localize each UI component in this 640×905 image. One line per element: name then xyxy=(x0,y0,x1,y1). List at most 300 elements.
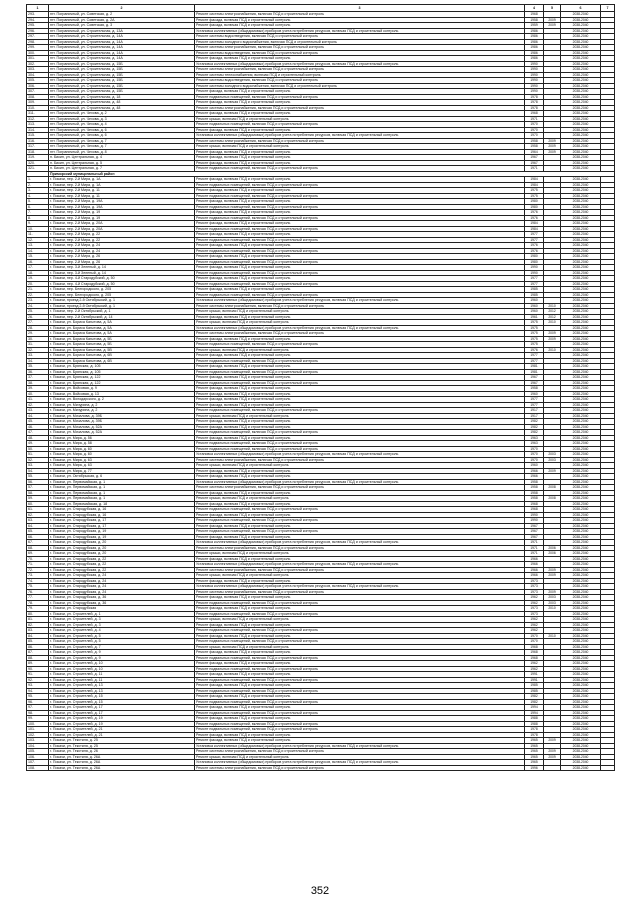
build-year-cell: 1960 xyxy=(525,303,544,309)
row-number: 74. xyxy=(27,578,49,584)
address-cell: пгт. Пограничный, ул. Строительная, д. 14А xyxy=(49,50,195,56)
work-type-cell: Ремонт фасада, включая ПСД и строительный контроль xyxy=(195,353,525,359)
build-year-cell: 1975 xyxy=(525,320,544,326)
period-cell: 2038-2040 xyxy=(561,710,601,716)
build-year-cell: 1958 xyxy=(525,138,544,144)
program-table xyxy=(26,4,615,771)
build-year-cell: 1978 xyxy=(525,100,544,106)
row-number: 91. xyxy=(27,672,49,678)
build-year-cell: 1967 xyxy=(525,529,544,535)
build-year-cell: 1962 xyxy=(525,628,544,634)
build-year-cell: 1988 xyxy=(525,716,544,722)
build-year-cell: 1988 xyxy=(525,721,544,727)
period-cell: 2038-2040 xyxy=(561,122,601,128)
last-repair-cell: 2010 xyxy=(544,320,561,326)
work-type-cell: Ремонт фасада, включая ПСД и строительный контроль xyxy=(195,468,525,474)
row-number: 88. xyxy=(27,655,49,661)
build-year-cell: 1982 xyxy=(525,699,544,705)
build-year-cell: 1977 xyxy=(525,353,544,359)
row-number: 22. xyxy=(27,292,49,298)
row-number: 78. xyxy=(27,600,49,606)
work-type-cell: Ремонт системы водоотведения, включая ПСД и строительный контроль xyxy=(195,50,525,56)
work-type-cell: Ремонт подвальных помещений, включая ПСД и строительный контроль xyxy=(195,215,525,221)
work-type-cell: Установка коллективных (общедомовых) приборов учета потребления ресурсов, включая ПСД и строительный контроль xyxy=(195,479,525,485)
work-type-cell: Установка коллективных (общедомовых) приборов учета потребления ресурсов, включая ПСД и строительный контроль xyxy=(195,298,525,304)
build-year-cell: 1977 xyxy=(525,237,544,243)
row-number: 35. xyxy=(27,364,49,370)
row-number: 4. xyxy=(27,193,49,199)
work-type-cell: Ремонт подвальных помещений, включая ПСД и строительный контроль xyxy=(195,529,525,535)
work-type-cell: Установка коллективных (общедомовых) приборов учета потребления ресурсов, включая ПСД и строительный контроль xyxy=(195,743,525,749)
period-cell: 2038-2040 xyxy=(561,342,601,348)
address-cell: г. Покачи, ул. Первомайская, д. 1 xyxy=(49,479,195,485)
build-year-cell: 1958 xyxy=(525,144,544,150)
build-year-cell: 1986 xyxy=(525,50,544,56)
period-cell: 2038-2040 xyxy=(561,666,601,672)
address-cell: пгт. Пограничный, ул. Строительная, д. 15Б xyxy=(49,67,195,73)
build-year-cell: 1968 xyxy=(525,12,544,18)
work-type-cell: Ремонт системы электроснабжения, включая ПСД и строительный контроль xyxy=(195,749,525,755)
work-type-cell: Ремонт системы электроснабжения, включая ПСД и строительный контроль xyxy=(195,45,525,51)
work-type-cell: Ремонт фасада, включая ПСД и строительный контроль xyxy=(195,364,525,370)
period-cell: 2038-2040 xyxy=(561,556,601,562)
row-number: 300. xyxy=(27,50,49,56)
build-year-cell: 1962 xyxy=(525,600,544,606)
row-number: 98. xyxy=(27,710,49,716)
row-number: 319. xyxy=(27,155,49,161)
period-cell: 2038-2040 xyxy=(561,661,601,667)
build-year-cell: 1984 xyxy=(525,182,544,188)
build-year-cell: 1978 xyxy=(525,732,544,738)
row-number: 315. xyxy=(27,133,49,139)
work-type-cell: Установка коллективных (общедомовых) приборов учета потребления ресурсов, включая ПСД и строительный контроль xyxy=(195,325,525,331)
address-cell: пгт. Пограничный, ул. Чехова, д. 4 xyxy=(49,122,195,128)
address-cell: г. Покачи, ул. Строителей, д. 21 xyxy=(49,732,195,738)
row-number: 299. xyxy=(27,45,49,51)
build-year-cell: 1971 xyxy=(525,540,544,546)
period-cell: 2038-2040 xyxy=(561,149,601,155)
table-body xyxy=(27,5,615,771)
address-cell: г. Покачи, ул. Первомайская, д. 18 xyxy=(49,501,195,507)
address-cell: пгт. Пограничный, ул. Строительная, д. 13А xyxy=(49,28,195,34)
period-cell: 2038-2040 xyxy=(561,705,601,711)
address-cell: г. Покачи, ул. Мира, д. 56 xyxy=(49,435,195,441)
period-cell: 2038-2040 xyxy=(561,694,601,700)
last-repair-cell: 2009 xyxy=(544,738,561,744)
row-number: 9. xyxy=(27,221,49,227)
row-number: 49. xyxy=(27,441,49,447)
work-type-cell: Ремонт подвальных помещений, включая ПСД и строительный контроль xyxy=(195,292,525,298)
work-type-cell: Ремонт фасада, включая ПСД и строительный контроль xyxy=(195,397,525,403)
build-year-cell: 1970 xyxy=(525,639,544,645)
address-cell: пгт. Пограничный, ул. Строительная, д. 15Б xyxy=(49,89,195,95)
period-cell: 2038-2040 xyxy=(561,595,601,601)
period-cell: 2038-2040 xyxy=(561,265,601,271)
table-row xyxy=(27,765,615,771)
last-repair-cell: 2006 xyxy=(544,551,561,557)
period-cell: 2038-2040 xyxy=(561,160,601,166)
address-cell: пгт. Пограничный, ул. Строительная, д. 15Б xyxy=(49,72,195,78)
period-cell: 2038-2040 xyxy=(561,226,601,232)
period-cell: 2038-2040 xyxy=(561,672,601,678)
row-number: 3. xyxy=(27,188,49,194)
period-cell: 2038-2040 xyxy=(561,749,601,755)
address-cell: пгт. Пограничный, ул. Чехова, д. 7 xyxy=(49,144,195,150)
last-repair-cell xyxy=(544,765,561,771)
row-number: 44. xyxy=(27,413,49,419)
address-cell: г. Покачи, ул. Бориса Кагытова, д. 5А xyxy=(49,320,195,326)
work-type-cell: Ремонт подвальных помещений, включая ПСД и строительный контроль xyxy=(195,358,525,364)
row-number: 36. xyxy=(27,369,49,375)
address-cell: г. Покачи, ул. Строителей, д. 13 xyxy=(49,683,195,689)
last-repair-cell: 2009 xyxy=(544,144,561,150)
build-year-cell: 1990 xyxy=(525,83,544,89)
row-number: 295. xyxy=(27,23,49,29)
work-type-cell: Ремонт подвальных помещений, включая ПСД и строительный контроль xyxy=(195,226,525,232)
address-cell: г. Покачи, ул. Строителей, д. 3 xyxy=(49,617,195,623)
address-cell: г. Покачи, ул. Стародубская, д. 24 xyxy=(49,589,195,595)
period-cell: 2038-2040 xyxy=(561,397,601,403)
address-cell: г. Покачи, пер. 2-й Мира, д. 19А xyxy=(49,199,195,205)
address-cell: г. Покачи, пер. 2-й Мира, д. 22 xyxy=(49,232,195,238)
work-type-cell: Ремонт подвальных помещений, включая ПСД и строительный контроль xyxy=(195,166,525,172)
address-cell: г. Покачи, пер. 2-й Мира, д. 11 xyxy=(49,188,195,194)
row-number: 108. xyxy=(27,765,49,771)
address-cell: г. Покачи, пер. Белгородского, д. 205 xyxy=(49,287,195,293)
address-cell: г. Покачи, проезд 2-й Октябрьский, д. 1 xyxy=(49,303,195,309)
last-repair-cell: 2003 xyxy=(544,452,561,458)
last-repair-cell: 2009 xyxy=(544,331,561,337)
build-year-cell: 1977 xyxy=(525,281,544,287)
period-cell: 2038-2040 xyxy=(561,309,601,315)
address-cell: г. Покачи, ул. Стародубская, д. 16 xyxy=(49,507,195,513)
last-repair-cell: 2008 xyxy=(544,496,561,502)
address-cell: г. Покачи, пер. 2-й Мира, д. 19 xyxy=(49,210,195,216)
row-number: 83. xyxy=(27,628,49,634)
period-cell: 2038-2040 xyxy=(561,67,601,73)
row-number: 51. xyxy=(27,452,49,458)
period-cell: 2038-2040 xyxy=(561,17,601,23)
work-type-cell: Ремонт системы электроснабжения, включая ПСД и строительный контроль xyxy=(195,138,525,144)
period-cell: 2038-2040 xyxy=(561,727,601,733)
build-year-cell: 1991 xyxy=(525,677,544,683)
address-cell: п. Бикин, ул. Центральная, д. 5 xyxy=(49,160,195,166)
address-cell: пгт. Пограничный, ул. Строительная, д. 14А xyxy=(49,56,195,62)
row-number: 39. xyxy=(27,386,49,392)
work-type-cell: Ремонт фасада, включая ПСД и строительный контроль xyxy=(195,716,525,722)
work-type-cell: Ремонт фасада, включая ПСД и строительный контроль xyxy=(195,276,525,282)
row-number: 53. xyxy=(27,463,49,469)
row-number: 7. xyxy=(27,210,49,216)
period-cell: 2038-2040 xyxy=(561,83,601,89)
address-cell: г. Покачи, ул. Стародубская, д. 24 xyxy=(49,584,195,590)
build-year-cell: 1982 xyxy=(525,694,544,700)
build-year-cell: 1967 xyxy=(525,155,544,161)
build-year-cell: 1977 xyxy=(525,402,544,408)
build-year-cell: 1967 xyxy=(525,534,544,540)
period-cell: 2038-2040 xyxy=(561,281,601,287)
period-cell: 2038-2040 xyxy=(561,298,601,304)
work-type-cell: Ремонт системы электроснабжения, включая ПСД и строительный контроль xyxy=(195,12,525,18)
build-year-cell: 1977 xyxy=(525,397,544,403)
build-year-cell: 1962 xyxy=(525,617,544,623)
row-number: 302. xyxy=(27,61,49,67)
address-cell: пгт. Пограничный, ул. Чехова, д. 2 xyxy=(49,111,195,117)
work-type-cell: Ремонт фасада, включая ПСД и строительный контроль xyxy=(195,732,525,738)
build-year-cell: 1959 xyxy=(525,23,544,29)
build-year-cell: 1966 xyxy=(525,468,544,474)
work-type-cell: Ремонт фасада, включая ПСД и строительный контроль xyxy=(195,336,525,342)
row-number: 100. xyxy=(27,721,49,727)
period-cell: 2038-2040 xyxy=(561,391,601,397)
period-cell: 2038-2040 xyxy=(561,221,601,227)
period-cell: 2038-2040 xyxy=(561,485,601,491)
work-type-cell: Ремонт подвальных помещений, включая ПСД и строительный контроль xyxy=(195,639,525,645)
work-type-cell: Ремонт подвальных помещений, включая ПСД и строительный контроль xyxy=(195,270,525,276)
build-year-cell: 1976 xyxy=(525,248,544,254)
row-number: 50. xyxy=(27,446,49,452)
row-number: 309. xyxy=(27,100,49,106)
address-cell: г. Покачи, ул. Стародубская, д. 24 xyxy=(49,573,195,579)
row-number: 85. xyxy=(27,639,49,645)
work-type-cell: Установка коллективных (общедомовых) приборов учета потребления ресурсов, включая ПСД и строительный контроль xyxy=(195,28,525,34)
row-number: 312. xyxy=(27,116,49,122)
row-number: 32. xyxy=(27,347,49,353)
period-cell: 2038-2040 xyxy=(561,215,601,221)
build-year-cell: 1980 xyxy=(525,199,544,205)
address-cell: г. Покачи, ул. Строителей, д. 1 xyxy=(49,611,195,617)
row-number: 23. xyxy=(27,298,49,304)
period-cell: 2038-2040 xyxy=(561,452,601,458)
row-number: 314. xyxy=(27,127,49,133)
work-type-cell: Ремонт системы электроснабжения, включая ПСД и строительный контроль xyxy=(195,457,525,463)
period-cell: 2038-2040 xyxy=(561,468,601,474)
row-number: 101. xyxy=(27,727,49,733)
build-year-cell: 1958 xyxy=(525,479,544,485)
address-cell: г. Покачи, ул. Стародубская, д. 24 xyxy=(49,578,195,584)
address-cell: г. Покачи, ул. Строителей, д. 11 xyxy=(49,672,195,678)
work-type-cell: Ремонт подвальных помещений, включая ПСД и строительный контроль xyxy=(195,727,525,733)
work-type-cell: Ремонт системы электроснабжения, включая ПСД и строительный контроль xyxy=(195,589,525,595)
period-cell: 2038-2040 xyxy=(561,369,601,375)
build-year-cell: 1967 xyxy=(525,160,544,166)
work-type-cell: Ремонт фасада, включая ПСД и строительный контроль xyxy=(195,391,525,397)
row-number: 69. xyxy=(27,551,49,557)
period-cell: 2038-2040 xyxy=(561,732,601,738)
work-type-cell: Ремонт фасада, включая ПСД и строительный контроль xyxy=(195,595,525,601)
row-number: 26. xyxy=(27,314,49,320)
work-type-cell: Ремонт крыши, включая ПСД и строительный контроль xyxy=(195,644,525,650)
address-cell: г. Покачи, ул. Строителей, д. 7 xyxy=(49,644,195,650)
build-year-cell: 1966 xyxy=(525,556,544,562)
row-number: 38. xyxy=(27,380,49,386)
row-number: 47. xyxy=(27,430,49,436)
address-cell: г. Покачи, проезд 2-й Октябрьский, д. 1 xyxy=(49,298,195,304)
address-cell: г. Покачи, ул. Бориса Кагытова, д. 5В xyxy=(49,347,195,353)
build-year-cell: 1985 xyxy=(525,688,544,694)
period-cell: 2038-2040 xyxy=(561,441,601,447)
row-number: 57. xyxy=(27,485,49,491)
address-cell: г. Покачи, ул. Стародубская, д. 20 xyxy=(49,551,195,557)
last-repair-cell: 2009 xyxy=(544,149,561,155)
last-repair-cell: 2009 xyxy=(544,336,561,342)
last-repair-cell: 2010 xyxy=(544,633,561,639)
address-cell: г. Покачи, ул. Строителей, д. 5 xyxy=(49,633,195,639)
period-cell: 2038-2040 xyxy=(561,463,601,469)
period-cell: 2038-2040 xyxy=(561,518,601,524)
period-cell: 2038-2040 xyxy=(561,314,601,320)
address-cell: г. Покачи, ул. Текстиля, д. 26А xyxy=(49,765,195,771)
period-cell: 2038-2040 xyxy=(561,254,601,260)
row-number: 304. xyxy=(27,72,49,78)
address-cell: г. Покачи, ул. Строителей, д. 9 xyxy=(49,650,195,656)
period-cell: 2038-2040 xyxy=(561,331,601,337)
header-cell: 7 xyxy=(601,5,615,12)
address-cell: г. Покачи, ул. Мира, д. 60 xyxy=(49,452,195,458)
work-type-cell: Установка коллективных (общедомовых) приборов учета потребления ресурсов, включая ПСД и строительный контроль xyxy=(195,133,525,139)
address-cell: г. Покачи, ул. Мира, д. 58 xyxy=(49,441,195,447)
build-year-cell: 1968 xyxy=(525,644,544,650)
work-type-cell: Ремонт фасада, включая ПСД и строительный контроль xyxy=(195,402,525,408)
last-repair-cell: 2012 xyxy=(544,309,561,315)
period-cell: 2038-2040 xyxy=(561,358,601,364)
work-type-cell: Ремонт фасада, включая ПСД и строительный контроль xyxy=(195,578,525,584)
work-type-cell: Ремонт системы электроснабжения, включая ПСД и строительный контроль xyxy=(195,567,525,573)
work-type-cell: Ремонт подвальных помещений, включая ПСД и строительный контроль xyxy=(195,122,525,128)
address-cell: г. Покачи, ул. Стародубская, д. 17 xyxy=(49,518,195,524)
address-cell: г. Покачи, ул. Строителей, д. 10 xyxy=(49,661,195,667)
build-year-cell: 1977 xyxy=(525,276,544,282)
period-cell: 2038-2040 xyxy=(561,347,601,353)
build-year-cell: 1961 xyxy=(525,314,544,320)
period-cell: 2038-2040 xyxy=(561,89,601,95)
row-number: 24. xyxy=(27,303,49,309)
period-cell: 2038-2040 xyxy=(561,408,601,414)
row-number: 79. xyxy=(27,606,49,612)
work-type-cell: Ремонт подвальных помещений, включая ПСД и строительный контроль xyxy=(195,721,525,727)
address-cell: пгт. Пограничный, ул. Чехова, д. 8 xyxy=(49,149,195,155)
address-cell: пгт. Пограничный, ул. Чехова, д. 6 xyxy=(49,127,195,133)
row-number: 99. xyxy=(27,716,49,722)
period-cell: 2038-2040 xyxy=(561,490,601,496)
address-cell: г. Покачи, ул. Мира, д. 63 xyxy=(49,457,195,463)
address-cell: г. Покачи, ул. Строителей, д. 3 xyxy=(49,622,195,628)
address-cell: г. Покачи, ул. Первомайская, д. 1 xyxy=(49,496,195,502)
build-year-cell: 1970 xyxy=(525,446,544,452)
address-cell: г. Покачи, ул. Стародубская, д. 20 xyxy=(49,540,195,546)
period-cell: 2038-2040 xyxy=(561,166,601,172)
work-type-cell: Ремонт системы электроснабжения, включая ПСД и строительный контроль xyxy=(195,67,525,73)
period-cell: 2038-2040 xyxy=(561,573,601,579)
period-cell: 2038-2040 xyxy=(561,457,601,463)
work-type-cell: Ремонт подвальных помещений, включая ПСД и строительный контроль xyxy=(195,611,525,617)
period-cell: 2038-2040 xyxy=(561,270,601,276)
address-cell: г. Покачи, ул. Стародубская, д. 22 xyxy=(49,556,195,562)
build-year-cell: 1975 xyxy=(525,325,544,331)
period-cell: 2038-2040 xyxy=(561,144,601,150)
work-type-cell: Ремонт фасада, включая ПСД и строительный контроль xyxy=(195,155,525,161)
work-type-cell: Ремонт крыши, включая ПСД и строительный контроль xyxy=(195,144,525,150)
row-number: 96. xyxy=(27,699,49,705)
build-year-cell: 1960 xyxy=(525,391,544,397)
work-type-cell: Ремонт системы теплоснабжения, включая ПСД и строительный контроль xyxy=(195,72,525,78)
address-cell: г. Покачи, пер. 2-й Мира, д. 26 xyxy=(49,259,195,265)
period-cell: 2038-2040 xyxy=(561,688,601,694)
address-cell: г. Покачи, пер. 2-й Октябрьский, д. 1 xyxy=(49,309,195,315)
address-cell: г. Покачи, ул. Строителей, д. 19 xyxy=(49,721,195,727)
work-type-cell: Ремонт фасада, включая ПСД и строительный контроль xyxy=(195,523,525,529)
work-type-cell: Ремонт фасада, включая ПСД и строительный контроль xyxy=(195,474,525,480)
work-type-cell: Ремонт системы водоотведения, включая ПСД и строительный контроль xyxy=(195,34,525,40)
address-cell: пгт. Пограничный, ул. Чехова, д. 6 xyxy=(49,133,195,139)
work-type-cell: Ремонт подвальных помещений, включая ПСД и строительный контроль xyxy=(195,259,525,265)
build-year-cell: 1962 xyxy=(525,661,544,667)
build-year-cell: 1971 xyxy=(525,166,544,172)
work-type-cell: Ремонт фасада, включая ПСД и строительный контроль xyxy=(195,127,525,133)
work-type-cell: Ремонт подвальных помещений, включая ПСД и строительный контроль xyxy=(195,94,525,100)
row-number: 63. xyxy=(27,518,49,524)
work-type-cell: Ремонт фасада, включая ПСД и строительный контроль xyxy=(195,556,525,562)
row-number: 33. xyxy=(27,353,49,359)
address-cell: пгт. Пограничный, ул. Советская, д. 3 xyxy=(49,23,195,29)
address-cell: г. Покачи, пер. 2-й Мира, д. 22 xyxy=(49,237,195,243)
build-year-cell: 1980 xyxy=(525,204,544,210)
address-cell: г. Покачи, ул. Строителей, д. 15 xyxy=(49,699,195,705)
build-year-cell: 1966 xyxy=(525,567,544,573)
work-type-cell: Ремонт фасада, включая ПСД и строительный контроль xyxy=(195,210,525,216)
address-cell: г. Покачи, пер. 2-й Мира, д. 20А xyxy=(49,226,195,232)
work-type-cell: Ремонт фасада, включая ПСД и строительный контроль xyxy=(195,177,525,183)
build-year-cell: 1990 xyxy=(525,512,544,518)
build-year-cell: 1960 xyxy=(525,298,544,304)
period-cell: 2038-2040 xyxy=(561,116,601,122)
row-number: 58. xyxy=(27,490,49,496)
build-year-cell: 1970 xyxy=(525,133,544,139)
period-cell: 2038-2040 xyxy=(561,578,601,584)
row-number: 60. xyxy=(27,501,49,507)
work-type-cell: Ремонт подвальных помещений, включая ПСД и строительный контроль xyxy=(195,380,525,386)
row-number: 42. xyxy=(27,402,49,408)
work-type-cell: Ремонт подвальных помещений, включая ПСД и строительный контроль xyxy=(195,193,525,199)
work-type-cell: Ремонт крыши, включая ПСД и строительный контроль xyxy=(195,116,525,122)
period-cell: 2038-2040 xyxy=(561,78,601,84)
address-cell: г. Покачи, ул. Стародубская, д. 22 xyxy=(49,562,195,568)
period-cell: 2038-2040 xyxy=(561,496,601,502)
row-number: 45. xyxy=(27,419,49,425)
build-year-cell: 1990 xyxy=(525,89,544,95)
work-type-cell: Ремонт подвальных помещений, включая ПСД и строительный контроль xyxy=(195,600,525,606)
row-number: 82. xyxy=(27,622,49,628)
build-year-cell: 1967 xyxy=(525,380,544,386)
build-year-cell: 1973 xyxy=(525,611,544,617)
row-number: 308. xyxy=(27,94,49,100)
period-cell: 2038-2040 xyxy=(561,699,601,705)
row-number: 81. xyxy=(27,617,49,623)
period-cell: 2038-2040 xyxy=(561,364,601,370)
row-number: 41. xyxy=(27,397,49,403)
address-cell: г. Покачи, ул. Мира, д. 77 xyxy=(49,468,195,474)
address-cell: пгт. Пограничный, ул. Строительная, д. 48 xyxy=(49,100,195,106)
work-type-cell: Ремонт фасада, включая ПСД и строительный контроль xyxy=(195,232,525,238)
header-cell: 2 xyxy=(49,5,195,12)
build-year-cell: 1965 xyxy=(525,749,544,755)
address-cell: г. Покачи, пер. 3-й Зеленый, д. 14 xyxy=(49,270,195,276)
address-cell: г. Покачи, пер. 2-й Мира, д. 1А xyxy=(49,177,195,183)
work-type-cell: Ремонт фасада, включая ПСД и строительный контроль xyxy=(195,386,525,392)
period-cell: 2038-2040 xyxy=(561,259,601,265)
row-number: 59. xyxy=(27,496,49,502)
build-year-cell: 1996 xyxy=(525,765,544,771)
